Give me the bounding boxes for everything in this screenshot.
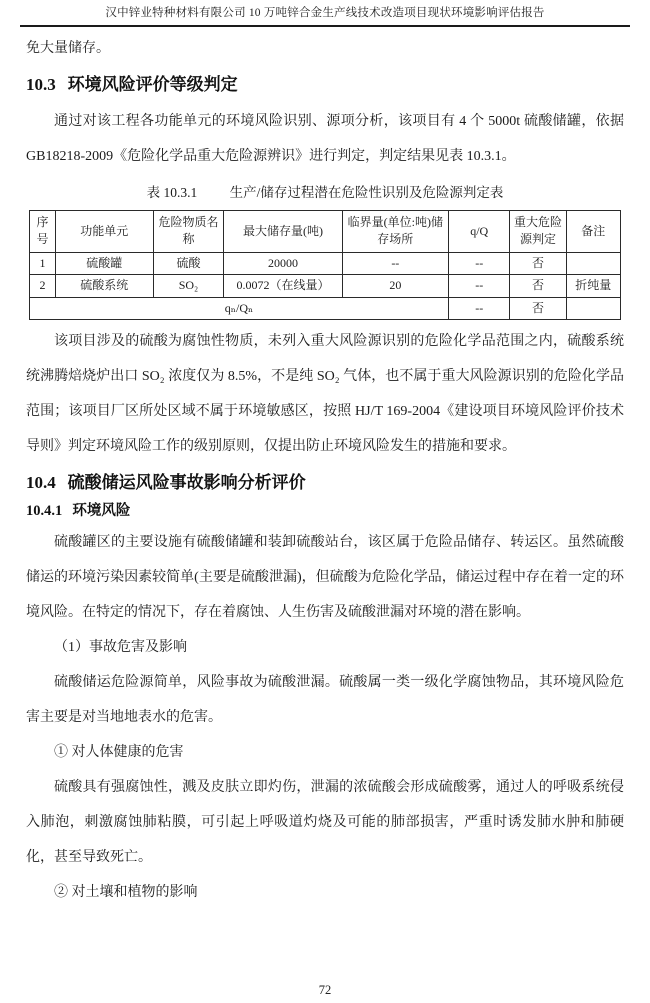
table-cell: 硫酸罐: [55, 252, 153, 274]
table-cell: 1: [29, 252, 55, 274]
paragraph-tank-area: 硫酸罐区的主要设施有硫酸储罐和装卸硫酸站台，该区属于危险品储存、转运区。虽然硫酸储运的环境污染因素较简单(主要是硫酸泄漏)，但硫酸为危险化学品，储运过程中存在着一定的环境风险。在特定的情况下，存在着腐蚀、人生伤害及硫酸泄漏对环境的潜在影响。: [26, 534, 624, 620]
report-title: 汉中锌业特种材料有限公司 10 万吨锌合金生产线技术改造项目现状环境影响评估报告: [105, 7, 545, 19]
table-cell: --: [342, 252, 448, 274]
col-header-max-storage: 最大储存量(吨): [224, 211, 342, 253]
sum-row-q-over-Q: --: [449, 297, 510, 319]
page-number: 72: [318, 983, 332, 997]
col-header-judgement: 重大危险源判定: [510, 211, 566, 253]
heading-10-4: [26, 472, 624, 494]
table-caption: [26, 184, 624, 202]
heading-number: 10.4: [26, 472, 56, 492]
col-header-unit: 功能单元: [55, 211, 153, 253]
table-caption-title: 生产/储存过程潜在危险性识别及危险源判定表: [229, 185, 504, 200]
table-cell: 硫酸: [153, 252, 224, 274]
table-cell: --: [449, 275, 510, 297]
table-cell: 否: [510, 252, 566, 274]
col-header-critical-qty: 临界量(单位:吨)储存场所: [342, 211, 448, 253]
sum-row-remark: [566, 297, 620, 319]
table-row-1: [29, 252, 620, 274]
heading-number: 10.4.1: [26, 502, 63, 519]
page-footer: [0, 981, 650, 999]
paragraph-leak-risk: 硫酸储运危险源简单，风险事故为硫酸泄漏。硫酸属一类一级化学腐蚀物品，其环境风险危害主要是对当地地表水的危害。: [26, 674, 624, 725]
table-cell: 20: [342, 275, 448, 297]
col-header-index: 序号: [29, 211, 55, 253]
table-caption-label: 表 10.3.1: [146, 185, 198, 200]
table-cell: [566, 252, 620, 274]
document-body: [0, 27, 650, 910]
paragraph-health-effects: 硫酸具有强腐蚀性，溅及皮肤立即灼伤，泄漏的浓硫酸会形成硫酸雾，通过人的呼吸系统侵入肺泡，刺激腐蚀肺粘膜，可引起上呼吸道灼烧及可能的肺部损害，严重时诱发肺水肿和肺硬化，甚至导致死亡。: [26, 779, 624, 865]
table-cell: 折纯量: [566, 275, 620, 297]
risk-table: [29, 210, 621, 320]
table-cell: 0.0072（在线量）: [224, 275, 342, 297]
paragraph-continuation: 免大量储存。: [26, 41, 110, 56]
heading-title: 硫酸储运风险事故影响分析评价: [67, 472, 306, 492]
list-item-accident-hazard: （1）事故危害及影响: [54, 639, 187, 655]
table-cell: 硫酸系统: [55, 275, 153, 297]
list-item-human-health: ① 对人体健康的危害: [54, 744, 184, 760]
table-sum-row: [29, 297, 620, 319]
col-header-remark: 备注: [566, 211, 620, 253]
paragraph-judgement-result: 该项目涉及的硫酸为腐蚀性物质，未列入重大风险源识别的危险化学品范围之内，硫酸系统统沸腾焙烧炉出口 SO₂ 浓度仅为 8.5%，不是纯 SO₂ 气体，也不属于重大风险源识别的危险化学品范围；该项目厂区所处区域不属于环境敏感区，按照 HJ/T 169-2004《建设项目环境风险评价技术导则》判定环境风险工作的级别原则，仅提出防止环境风险发生的措施和要求。: [26, 333, 624, 454]
heading-10-4-1: [26, 502, 624, 521]
heading-title: 环境风险: [72, 502, 131, 519]
table-cell: --: [449, 252, 510, 274]
heading-number: 10.3: [26, 75, 56, 94]
table-cell: 否: [510, 275, 566, 297]
col-header-substance: 危险物质名称: [153, 211, 224, 253]
heading-10-3: [26, 74, 624, 96]
table-cell: SO₂: [153, 275, 224, 297]
list-item-soil-plants: ② 对土壤和植物的影响: [54, 884, 198, 900]
table-cell: 20000: [224, 252, 342, 274]
table-header-row: [29, 211, 620, 253]
paragraph-risk-identification: 通过对该工程各功能单元的环境风险识别、源项分析，该项目有 4 个 5000t 硫酸储罐，依据 GB18218-2009《危险化学品重大危险源辨识》进行判定，判定结果见表 10.3.1。: [26, 114, 624, 164]
heading-title: 环境风险评价等级判定: [67, 75, 238, 94]
table-cell: 2: [29, 275, 55, 297]
sum-row-label: qₙ/Qₙ: [29, 297, 448, 319]
table-row-2: [29, 275, 620, 297]
running-header: [0, 0, 650, 27]
col-header-q-over-Q: q/Q: [449, 211, 510, 253]
sum-row-judgement: 否: [510, 297, 566, 319]
